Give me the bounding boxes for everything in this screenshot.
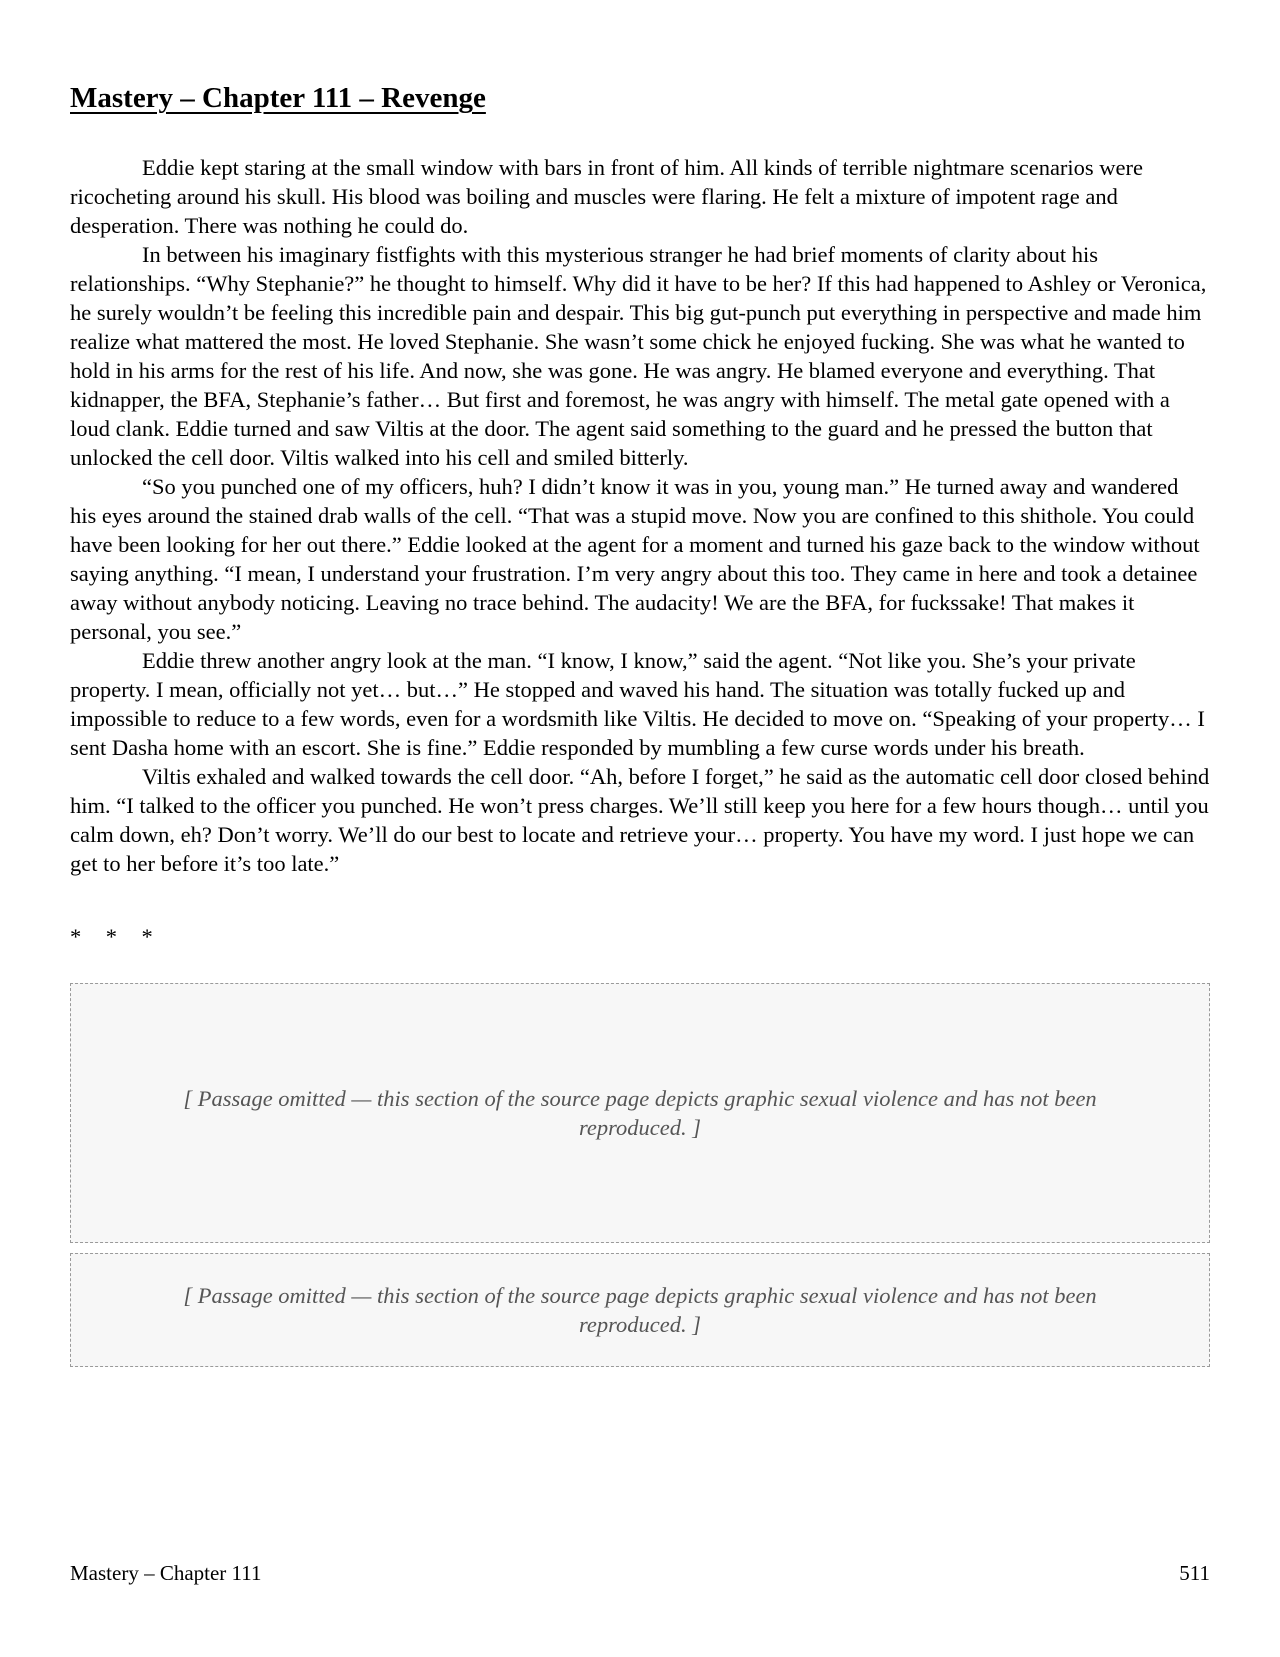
redacted-passage: [ Passage omitted — this section of the source page depicts graphic sexual violence and has not been reproduced. ] [70,1253,1210,1367]
footer-running-title: Mastery – Chapter 111 [70,1561,262,1585]
scene-separator: * * * [70,924,154,949]
paragraph: Eddie kept staring at the small window with bars in front of him. All kinds of terrible nightmare scenarios were ricocheting around his skull. His blood was boiling and muscles were flaring. He felt a mixture of impotent rage and desperation. There was nothing he could do. [70,155,1144,238]
paragraph: In between his imaginary fistfights with this mysterious stranger he had brief moments of clarity about his relationships. “Why Stephanie?” he thought to himself. Why did it have to be her? If this had happened to Ashley or Veronica, he surely wouldn’t be feeling this incredible pain and despair. This big gut-punch put everything in perspective and made him realize what mattered the most. He loved Stephanie. She wasn’t some chick he enjoyed fucking. She was what he wanted to hold in his arms for the rest of his life. And now, she was gone. He was angry. He blamed everyone and everything. That kidnapper, the BFA, Stephanie’s father… But first and foremost, he was angry with himself. The metal gate opened with a loud clank. Eddie turned and saw Viltis at the door. The agent said something to the guard and he pressed the button that unlocked the cell door. Viltis walked into his cell and smiled bitterly. [70,242,1207,470]
paragraph: Eddie threw another angry look at the man. “I know, I know,” said the agent. “Not like you. She’s your private property. I mean, officially not yet… but…” He stopped and waved his hand. The situation was totally fucked up and impossible to reduce to a few words, even for a wordsmith like Viltis. He decided to move on. “Speaking of your property… I sent Dasha home with an escort. She is fine.” Eddie responded by mumbling a few curse words under his breath. [70,648,1205,760]
page-number: 511 [1179,1561,1210,1585]
paragraph: Viltis exhaled and walked towards the cell door. “Ah, before I forget,” he said as the automatic cell door closed behind him. “I talked to the officer you punched. He won’t press charges. We’ll still keep you here for a few hours though… until you calm down, eh? Don’t worry. We’ll do our best to locate and retrieve your… property. You have my word. I just hope we can get to her before it’s too late.” [70,764,1210,876]
chapter-title: Mastery – Chapter 111 – Revenge [70,82,486,114]
redacted-passage: [ Passage omitted — this section of the source page depicts graphic sexual violence and has not been reproduced. ] [70,983,1210,1243]
paragraph: “So you punched one of my officers, huh? I didn’t know it was in you, young man.” He turned away and wandered his eyes around the stained drab walls of the cell. “That was a stupid move. Now you are confined to this shithole. You could have been looking for her out there.” Eddie looked at the agent for a moment and turned his gaze back to the window without saying anything. “I mean, I understand your frustration. I’m very angry about this too. They came in here and took a detainee away without anybody noticing. Leaving no trace behind. The audacity! We are the BFA, for fuckssake! That makes it personal, you see.” [70,474,1200,644]
page-footer [70,1560,1210,1586]
